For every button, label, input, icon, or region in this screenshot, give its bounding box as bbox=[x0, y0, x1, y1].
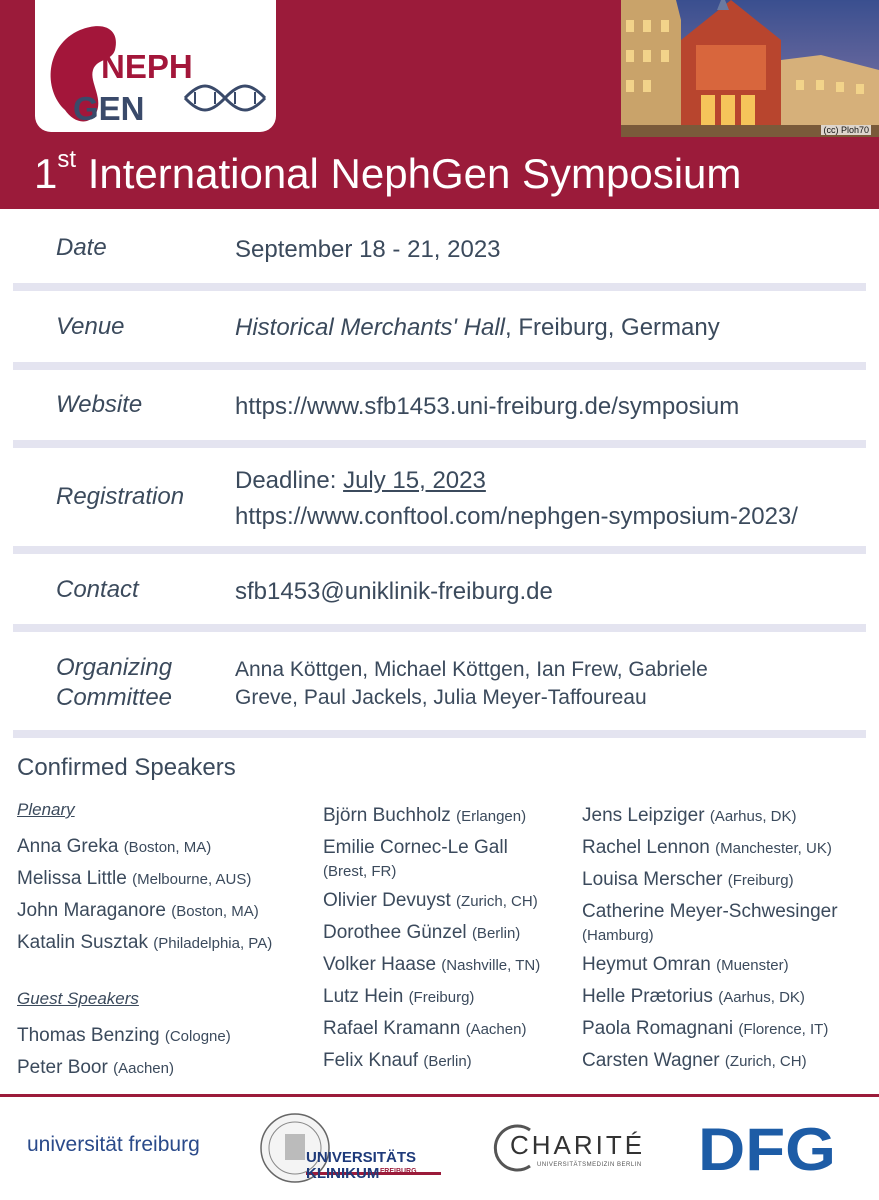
speaker-item: Dorothee Günzel (Berlin) bbox=[323, 922, 521, 943]
uniklinikum-logo: UNIVERSITÄTS KLINIKUM bbox=[306, 1149, 417, 1182]
logo-text-gen: GEN bbox=[73, 90, 145, 127]
venue-city: , Freiburg, Germany bbox=[505, 314, 720, 341]
committee-members-line1: Anna Köttgen, Michael Köttgen, Ian Frew, Gabriele bbox=[235, 658, 708, 681]
photo-credit: (cc) Ploh70 bbox=[823, 125, 869, 135]
separator bbox=[13, 624, 866, 632]
uniklinikum-subtitle: FREIBURG bbox=[380, 1168, 417, 1175]
charite-logo: CHARITÉ bbox=[510, 1130, 646, 1160]
speaker-item: John Maraganore (Boston, MA) bbox=[17, 900, 259, 921]
svg-text:DFG: DFG bbox=[698, 1123, 836, 1173]
speaker-item: Catherine Meyer-Schwesinger (Hamburg) bbox=[582, 901, 838, 944]
separator bbox=[13, 440, 866, 448]
symposium-title bbox=[34, 146, 742, 198]
website-label: Website bbox=[56, 391, 143, 418]
website-link[interactable]: https://www.sfb1453.uni-freiburg.de/symposium bbox=[235, 393, 740, 420]
dfg-logo bbox=[698, 1123, 838, 1173]
footer-divider bbox=[0, 1094, 879, 1097]
speaker-item: Helle Prætorius (Aarhus, DK) bbox=[582, 986, 805, 1007]
deadline-label: Deadline: bbox=[235, 467, 344, 494]
contact-email[interactable]: sfb1453@uniklinik-freiburg.de bbox=[235, 578, 553, 605]
separator bbox=[13, 362, 866, 370]
committee-label bbox=[56, 653, 172, 713]
speaker-item: Katalin Susztak (Philadelphia, PA) bbox=[17, 932, 273, 953]
merchants-hall-photo bbox=[621, 0, 879, 137]
speakers-column-1 bbox=[17, 800, 272, 1084]
charite-subtitle: UNIVERSITÄTSMEDIZIN BERLIN bbox=[537, 1162, 642, 1168]
title-text: International NephGen Symposium bbox=[76, 150, 742, 197]
contact-label: Contact bbox=[56, 576, 139, 603]
separator bbox=[13, 283, 866, 291]
guest-speakers-heading: Guest Speakers bbox=[17, 989, 139, 1008]
speaker-item: Thomas Benzing (Cologne) bbox=[17, 1025, 231, 1046]
logo-text-neph: NEPH bbox=[101, 48, 193, 85]
separator bbox=[13, 730, 866, 738]
speaker-item: Lutz Hein (Freiburg) bbox=[323, 986, 475, 1007]
committee-label-line2: Committee bbox=[56, 684, 173, 711]
speaker-item: Björn Buchholz (Erlangen) bbox=[323, 805, 527, 826]
committee-label-line1: Organizing bbox=[56, 654, 173, 681]
speaker-item: Peter Boor (Aachen) bbox=[17, 1057, 174, 1078]
deadline-date: July 15, 2023 bbox=[343, 467, 486, 494]
title-ordinal: 1 bbox=[34, 150, 58, 197]
speaker-item: Carsten Wagner (Zurich, CH) bbox=[582, 1050, 807, 1071]
registration-link[interactable]: https://www.conftool.com/nephgen-symposium-2023/ bbox=[235, 503, 798, 530]
committee-members bbox=[235, 656, 708, 712]
speaker-item: Anna Greka (Boston, MA) bbox=[17, 836, 212, 857]
committee-members-line2: Greve, Paul Jackels, Julia Meyer-Taffoureau bbox=[235, 686, 647, 709]
speaker-item: Jens Leipziger (Aarhus, DK) bbox=[582, 805, 797, 826]
nephgen-logo bbox=[35, 0, 276, 132]
title-ordinal-suffix: st bbox=[57, 146, 77, 173]
venue-label: Venue bbox=[56, 313, 125, 340]
speakers-heading: Confirmed Speakers bbox=[17, 754, 236, 781]
speakers-column-3 bbox=[582, 800, 838, 1077]
uni-freiburg-logo: universität freiburg bbox=[27, 1133, 200, 1156]
header-banner bbox=[0, 0, 879, 209]
venue-name: Historical Merchants' Hall bbox=[235, 314, 505, 341]
separator bbox=[13, 546, 866, 554]
plenary-heading: Plenary bbox=[17, 800, 75, 819]
registration-deadline bbox=[235, 467, 486, 495]
speaker-item: Heymut Omran (Muenster) bbox=[582, 954, 789, 975]
nephgen-logo-graphic bbox=[35, 0, 276, 132]
date-label: Date bbox=[56, 234, 107, 261]
registration-label: Registration bbox=[56, 483, 185, 510]
speaker-item: Rafael Kramann (Aachen) bbox=[323, 1018, 527, 1039]
speaker-item: Olivier Devuyst (Zurich, CH) bbox=[323, 890, 538, 911]
speaker-item: Rachel Lennon (Manchester, UK) bbox=[582, 837, 832, 858]
speaker-item: Felix Knauf (Berlin) bbox=[323, 1050, 472, 1071]
speaker-item: Volker Haase (Nashville, TN) bbox=[323, 954, 541, 975]
speakers-column-2 bbox=[323, 800, 540, 1077]
speaker-item: Melissa Little (Melbourne, AUS) bbox=[17, 868, 252, 889]
date-value: September 18 - 21, 2023 bbox=[235, 236, 501, 263]
speaker-item: Emilie Cornec-Le Gall (Brest, FR) bbox=[323, 837, 508, 880]
speaker-item: Louisa Merscher (Freiburg) bbox=[582, 869, 794, 890]
speaker-item: Paola Romagnani (Florence, IT) bbox=[582, 1018, 829, 1039]
venue-value bbox=[235, 314, 720, 342]
